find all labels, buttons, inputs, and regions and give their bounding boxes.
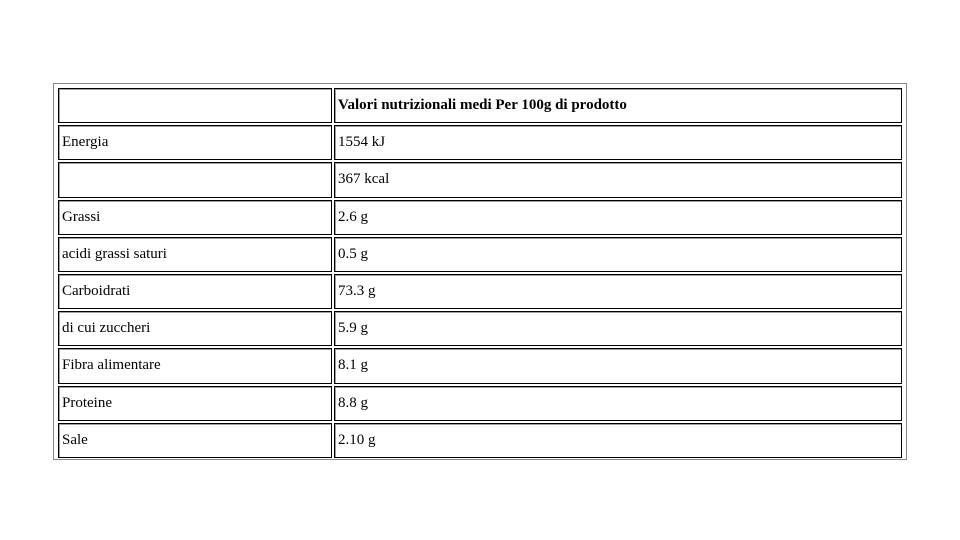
table-row: [58, 386, 902, 421]
row-value: 1554 kJ: [334, 125, 902, 160]
table-row: [58, 348, 902, 383]
row-label: di cui zuccheri: [58, 311, 332, 346]
row-label: Grassi: [58, 200, 332, 235]
nutrition-table-frame: [53, 83, 907, 460]
header-value-cell: Valori nutrizionali medi Per 100g di prodotto: [334, 88, 902, 123]
nutrition-table: [56, 86, 904, 460]
row-value: 73.3 g: [334, 274, 902, 309]
header-label-cell: [58, 88, 332, 123]
table-row: [58, 200, 902, 235]
row-label: Proteine: [58, 386, 332, 421]
table-row: [58, 423, 902, 458]
row-value: 5.9 g: [334, 311, 902, 346]
row-label: Sale: [58, 423, 332, 458]
row-value: 0.5 g: [334, 237, 902, 272]
table-row: [58, 125, 902, 160]
table-header-row: [58, 88, 902, 123]
table-row: [58, 274, 902, 309]
row-value: 8.8 g: [334, 386, 902, 421]
row-label: Energia: [58, 125, 332, 160]
row-label: acidi grassi saturi: [58, 237, 332, 272]
row-value: 2.10 g: [334, 423, 902, 458]
row-value: 2.6 g: [334, 200, 902, 235]
row-value: 8.1 g: [334, 348, 902, 383]
table-row: [58, 311, 902, 346]
table-row: [58, 237, 902, 272]
row-label: Carboidrati: [58, 274, 332, 309]
row-label: Fibra alimentare: [58, 348, 332, 383]
row-label: [58, 162, 332, 197]
row-value: 367 kcal: [334, 162, 902, 197]
table-row: [58, 162, 902, 197]
